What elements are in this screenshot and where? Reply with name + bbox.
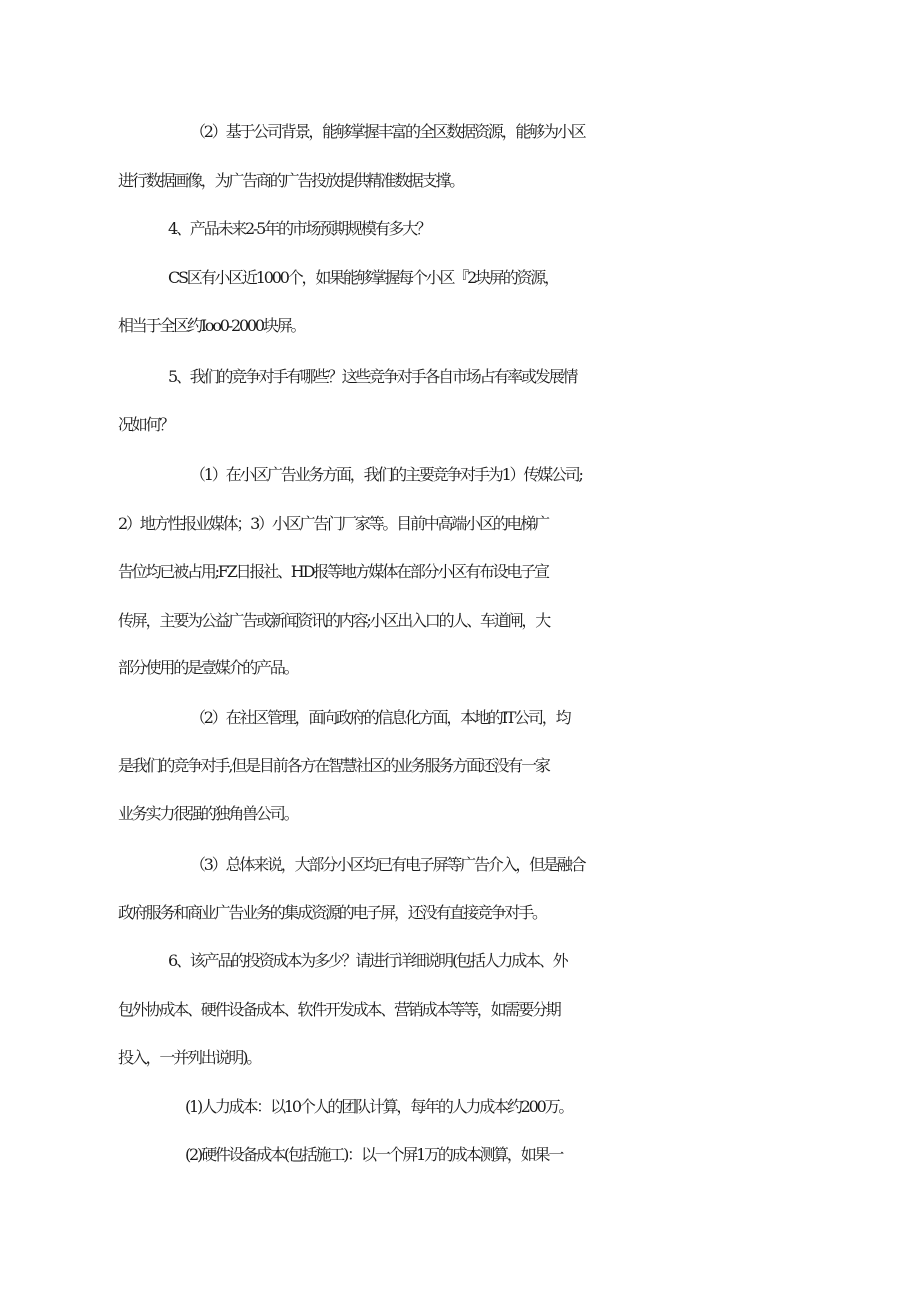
heading-question-5: 5、我们的竞争对手有哪些？这些竞争对手各自市场占有率或发展情 bbox=[168, 367, 577, 386]
heading-question-4: 4、产品未来2-5年的市场预期规模有多大？ bbox=[168, 219, 430, 238]
paragraph-line: 告位均已被占用;FZ日报社、HD报等地方媒体在部分小区有布设电子宣 bbox=[118, 562, 548, 581]
heading-question-6-cont: 包外协成本、硬件设备成本、软件开发成本、营销成本等等，如需要分期 bbox=[118, 1000, 560, 1019]
paragraph-line: (1)人力成本：以10个人的团队计算，每年的人力成本约200万。 bbox=[185, 1097, 573, 1116]
paragraph-line: 政府服务和商业广告业务的集成资源的电子屏，还没有直接竞争对手。 bbox=[118, 903, 546, 922]
heading-question-6: 6、该产品的投资成本为多少？请进行详细说明(包括人力成本、外 bbox=[168, 951, 567, 970]
paragraph-line: （2）在社区管理，面向政府的信息化方面，本地的IT公司，均 bbox=[190, 708, 570, 727]
paragraph-line: CS区有小区近1000个，如果能够掌握每个小区『2块屏的资源， bbox=[168, 268, 558, 287]
heading-question-5-cont: 况如何？ bbox=[118, 415, 174, 434]
paragraph-line: (2)硬件设备成本(包括施工)：以一个屏1万的成本测算，如果一 bbox=[185, 1145, 563, 1164]
paragraph-line: （1）在小区广告业务方面，我们的主要竞争对手为1）传媒公司; bbox=[190, 465, 582, 484]
paragraph-line: 相当于全区约Ioo0-2000块屏。 bbox=[118, 316, 305, 335]
paragraph-line: 部分使用的是壹媒介的产品。 bbox=[118, 658, 298, 677]
paragraph-line: （3）总体来说，大部分小区均已有电子屏等广告介入，但是融合 bbox=[190, 855, 585, 874]
heading-question-6-cont: 投入，一并列出说明)。 bbox=[118, 1048, 261, 1067]
paragraph-line: 业务实力很强的独角兽公司。 bbox=[118, 804, 298, 823]
paragraph-line: 2）地方性报业媒体；3）小区广告门厂家等。目前中高端小区的电梯广 bbox=[118, 514, 548, 533]
paragraph-line: （2）基于公司背景，能够掌握丰富的全区数据资源，能够为小区 bbox=[190, 122, 585, 141]
paragraph-line: 传屏，主要为公益广告或新闻资讯的内容;小区出入口的人、车道闸，大 bbox=[118, 611, 549, 630]
paragraph-line: 进行数据画像，为广告商的广告投放提供精准数据支撑。 bbox=[118, 171, 464, 190]
paragraph-line: 是我们的竞争对手,但是目前各方在智慧社区的业务服务方面还没有一家 bbox=[118, 756, 549, 775]
